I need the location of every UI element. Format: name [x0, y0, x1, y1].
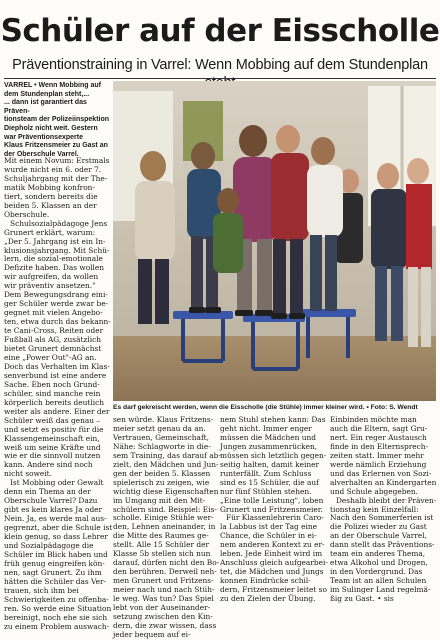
text-line: setzung zwischen den Kin- — [113, 611, 213, 621]
article-column-2 — [113, 415, 221, 640]
text-line: Oberschule. — [4, 209, 50, 219]
text-line: Sache. Eben noch Grund- — [4, 379, 100, 389]
paragraph — [330, 497, 436, 604]
article-column-4 — [330, 416, 436, 604]
text-line: Nähe: Schlagworte in die- — [113, 441, 211, 451]
text-line: wir präventiv ansetzen." — [4, 281, 96, 291]
text-line: alverhalten an Kindergarten — [330, 477, 437, 487]
text-line: ßig zu Gast. • sis — [330, 594, 394, 604]
text-line: im Sulinger Land regelmä- — [330, 585, 431, 595]
text-line: zeiten statt. Immer mehr — [330, 450, 424, 460]
text-line: lebt von der Auseinander- — [113, 603, 211, 613]
text-line: Anschluss gleich aufgearbei- — [220, 558, 328, 568]
text-line: ger Schüler werde zwar be- — [4, 299, 109, 309]
text-line: Defizite haben. Das wollen — [4, 263, 105, 273]
text-line: seitig halten, damit keiner — [220, 459, 319, 469]
text-line: denn ein Thema an der — [4, 487, 91, 497]
text-line: die Polizei wieder zu Gast — [330, 522, 427, 532]
text-line: Grunert und Fritzensmeier. — [220, 504, 323, 514]
text-line: dann stellt das Präventions- — [330, 540, 435, 550]
text-line: werde nämlich Erziehung — [330, 459, 427, 469]
text-line: ren. So werde eine Situation — [4, 603, 112, 613]
text-line: schülern sind. Beispiel: Eis- — [113, 504, 217, 514]
text-line: sem Training, das darauf ab- — [113, 450, 221, 460]
text-line: schüler, sind manche rein — [4, 388, 101, 398]
text-line: tionstag kein Einzelfall: — [330, 504, 419, 514]
text-line: trauen, sich ihm bei — [4, 585, 79, 595]
divider — [4, 78, 436, 79]
text-line: kann. Andere sind noch — [4, 460, 93, 470]
text-line: müssen sich letztlich gegen- — [220, 450, 327, 460]
text-line: nert. Ein reger Austausch — [330, 432, 427, 442]
text-line: und Sozialpädagoge die — [4, 540, 94, 550]
paragraph — [220, 416, 325, 514]
text-line: meier nach und nach Stüh- — [113, 585, 215, 595]
text-line: im Umgang mit den Mit- — [113, 495, 206, 505]
text-line: bereinigt, noch ehe sie sich — [4, 612, 108, 622]
text-line: eine „Power Out"-AG an. — [4, 352, 97, 362]
text-line: Doch das Verhalten im Klas- — [4, 361, 110, 371]
text-line: Schüler weiß das genau – — [4, 415, 101, 425]
text-line: finde in den Elternsprech- — [330, 441, 429, 451]
text-line: dern, Fritzensmeier leitet so — [220, 585, 327, 595]
text-line: gen der beiden 5. Klassen — [113, 468, 211, 478]
text-line: weiter als andere. Einer der — [4, 406, 110, 416]
text-line: Dem Bewegungsdrang eini- — [4, 290, 108, 300]
text-line: sind es 15 Schüler, die auf — [220, 477, 319, 487]
classroom-photo — [113, 81, 436, 401]
text-line: auch die Eltern, sagt Gru- — [330, 423, 428, 433]
text-line: tiert, sondern bereits die — [4, 191, 98, 201]
text-line: Klasse 5b stellen sich nun — [113, 549, 211, 559]
intro-line: ... dann ist garantiert das Präven- — [4, 99, 87, 115]
text-line: Chance, die Schüler in ei- — [220, 531, 317, 541]
text-line: zu einem Problem auswach- — [4, 621, 110, 631]
text-line: tet, die Mädchen und Jungs — [220, 567, 324, 577]
text-line: und setzt es positiv für die — [4, 424, 104, 434]
text-line: klein genug, so dass Lehrer — [4, 532, 108, 542]
text-line: gegnet mit vielen Angebo- — [4, 308, 103, 318]
intro-line: der Oberschule Varrel. — [4, 150, 79, 158]
text-line: Für Klassenlehrerin Caro- — [226, 513, 324, 523]
text-line: senverbund ist eine andere — [4, 370, 107, 380]
text-line: Schüler im Blick haben und — [4, 549, 108, 559]
text-line: Klassengemeinschaft ein, — [4, 433, 100, 443]
paragraph — [4, 478, 113, 631]
text-line: wir aufgreifen, da wollen — [4, 272, 99, 282]
intro-teaser — [4, 82, 112, 159]
text-line: meier setzt genau da an. — [113, 423, 206, 433]
text-line: leben. Jede Einheit wird im — [220, 549, 323, 559]
text-line: hätten die Schüler das Ver- — [4, 576, 107, 586]
text-line: scholle. Einige Stühle wer- — [113, 513, 214, 523]
text-line: spielerisch zu zeigen, wie — [113, 477, 210, 487]
text-line: nur fünf Stühlen stehen. — [220, 486, 312, 496]
text-line: nicht soweit. — [4, 469, 52, 479]
text-line: men Grunert und Fritzens- — [113, 576, 214, 586]
text-line: nen, sagt Grunert. Zu ihm — [4, 567, 102, 577]
text-line: an der Oberschule Varrel, — [330, 531, 427, 541]
text-line: sen würde. Klaus Fritzens- — [113, 415, 214, 424]
paragraph — [4, 220, 110, 480]
text-line: gegrenzt, aber die Schule ist — [4, 523, 113, 533]
text-line: nem anderen Kontext zu er- — [220, 540, 325, 550]
text-line: in den Vordergrund. Das — [330, 567, 423, 577]
text-line: le weg. Was tun? Das Spiel — [113, 594, 214, 604]
text-line: wie er die sinnvoll nutzen — [4, 451, 101, 461]
text-line: den, Lehnen aneinander, in — [113, 522, 216, 532]
text-line: Schulsozialpädagoge Jens — [10, 218, 108, 228]
text-line: weiß um seine Kräfte und — [4, 442, 101, 452]
text-line: bietet Grunert demnächst — [4, 344, 102, 354]
text-line: körperlich bereits deutlich — [4, 397, 105, 407]
text-line: Vertrauen, Gemeinschaft, — [113, 432, 210, 442]
article-photo — [113, 81, 436, 401]
intro-line: Diepholz nicht weit. Gestern — [4, 124, 98, 132]
text-line: Fußball als AG, zusätzlich — [4, 335, 101, 345]
text-line: jeder bequem auf ei- — [113, 629, 191, 639]
text-line: nem Stuhl stehen kann: Das — [220, 415, 326, 424]
paragraph — [330, 416, 436, 497]
text-line: Ist Mobbing oder Gewalt — [10, 478, 104, 488]
intro-line: war Präventionsexperte — [4, 133, 83, 141]
text-line: Team ist an allen Schulen — [330, 576, 427, 586]
text-line: Schwierigkeiten zu offenba- — [4, 594, 109, 604]
article-column-3 — [220, 415, 328, 604]
text-line: konnen Eindrücke schil- — [220, 576, 311, 586]
text-line: matik Mobbing konfron- — [4, 182, 95, 192]
text-line: wichtig diese Eigenschaften — [113, 486, 219, 496]
text-line: den berühren. Derweil neh- — [113, 567, 217, 577]
text-line: Mit einem Novum: Erstmals — [4, 156, 110, 165]
text-line: die Mitte des Raumes ge- — [113, 531, 209, 541]
text-line: Deshalb bleibt der Präven- — [336, 495, 437, 505]
text-line: Schuljahrgang mit der The- — [4, 173, 108, 183]
text-line: „Eine tolle Leistung", loben — [220, 495, 324, 505]
text-line: etwa Alkohol und Drogen, — [330, 558, 428, 568]
text-line: Oberschule Varrel? Dazu — [4, 496, 98, 506]
text-line: Einbinden möchte man — [330, 415, 417, 424]
article-column-1 — [4, 156, 113, 632]
text-line: lern, die sozial-emotionale — [4, 254, 103, 264]
text-line: „Der 5. Jahrgang ist ein In- — [4, 236, 106, 246]
paragraph — [220, 513, 328, 604]
text-line: früh genug eingreifen kön- — [4, 558, 105, 568]
intro-line: dem Stundenplan steht,... — [4, 90, 90, 98]
text-line: team ein anderes Thema, — [330, 549, 426, 559]
text-line: stellt. Alle 15 Schüler der — [113, 540, 210, 550]
photo-caption: Es darf gekreischt werden, wenn die Eisscholle (die Stühle) immer kleiner wird. • Foto: S. Wendt — [113, 404, 418, 411]
text-line: müssen die Mädchen und — [220, 432, 316, 442]
text-line: la Labbus ist der Tag eine — [220, 522, 317, 532]
text-line: gibt es kein klares Ja oder — [4, 505, 103, 515]
text-line: dern, die zwar wissen, dass — [113, 620, 217, 630]
text-line: Grunert erklärt, warum: — [4, 227, 96, 237]
paragraph — [4, 157, 110, 220]
text-line: ten, etwa durch das bekann- — [4, 317, 111, 327]
text-line: wurde nicht ein 6. oder 7. — [4, 164, 102, 174]
text-line: te Cani-Cross, Reiten oder — [4, 326, 104, 336]
text-line: Nach den Sommerferien ist — [330, 513, 434, 523]
text-line: klusionsjahrgang. Mit Schü- — [4, 245, 110, 255]
intro-line: tionsteam der Polizeiinspektion — [4, 116, 110, 124]
intro-line: Klaus Fritzensmeier zu Gast an — [4, 142, 108, 150]
text-line: und das Erlernen von Sozi- — [330, 468, 432, 478]
subheadline: Präventionstraining in Varrel: Wenn Mobbing auf dem Stundenplan — [12, 57, 428, 73]
text-line: darauf, dürfen nicht den Bo- — [113, 558, 220, 568]
text-line: Jungen zusammenrücken, — [220, 441, 318, 451]
text-line: und Schule abgegeben. — [330, 486, 418, 496]
text-line: Nein. Ja, es werde mal aus- — [4, 514, 107, 524]
paragraph — [113, 415, 221, 640]
text-line: geht nicht. Immer enger — [220, 423, 312, 433]
text-line: zielt, den Mädchen und Jun- — [113, 459, 219, 469]
intro-line: VARREL • Wenn Mobbing auf — [4, 82, 101, 89]
text-line: runterfällt. Zum Schluss — [220, 468, 312, 478]
text-line: beiden 5. Klassen an der — [4, 200, 97, 210]
headline: Schüler auf der Eisscholle — [0, 13, 440, 49]
text-line: zu den Zielen der Übung. — [220, 594, 316, 604]
